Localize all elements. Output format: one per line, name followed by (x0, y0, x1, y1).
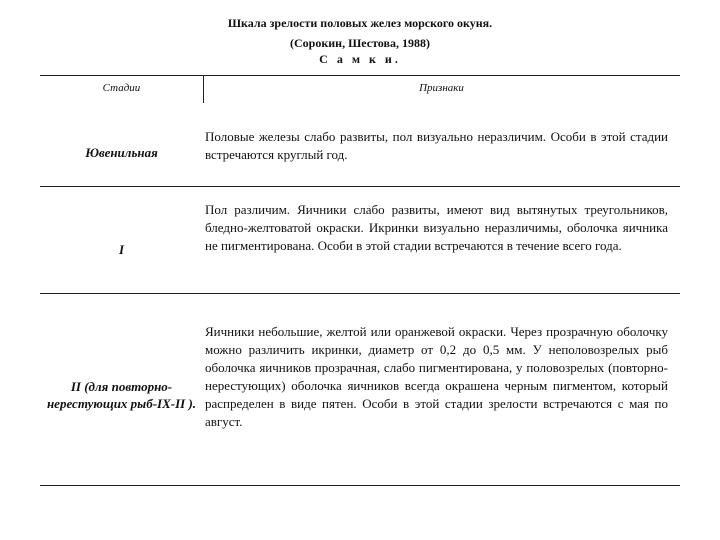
stage-1: I (118, 242, 125, 257)
table-bottom-border (40, 485, 680, 486)
row-divider-2 (40, 293, 680, 294)
document-subtitle-source: (Сорокин, Шестова, 1988) (290, 36, 430, 50)
header-signs: Признаки (419, 82, 464, 94)
header-stage: Стадии (102, 82, 141, 94)
table-top-border (40, 75, 680, 76)
document-title: Шкала зрелости половых желез морского окуня. (227, 16, 493, 30)
stage-2: II (для повторно-нерестующих рыб-IX-II ). (46, 379, 197, 411)
description-stage-2: Яичники небольшие, желтой или оранжевой окраски. Через прозрачную оболочку можно различить икринки, диаметр от 0,2 до 0,5 мм. У неполовозрелых рыб оболочка яичников прозрачная, слабо пигментирована, у половозрелых (повторно-нерестующих) оболочка яичников всегда окрашена черным пигментом, который распределен в виде пятен. Особи в этой стадии зрелости встречаются с мая по август. (205, 324, 668, 429)
document-subtitle-females: С а м к и. (319, 52, 401, 66)
description-juvenile: Половые железы слабо развиты, пол визуально неразличим. Особи в этой стадии встречаются круглый год. (205, 129, 668, 162)
description-stage-1: Пол различим. Яичники слабо развиты, имеют вид вытянутых треугольников, бледно-желтоватой окраски. Икринки визуально неразличимы, оболочка яичника не пигментирована. Особи в этой стадии встречаются в течение всего года. (205, 202, 668, 253)
row-divider-1 (40, 186, 680, 187)
stage-juvenile: Ювенильная (85, 145, 158, 160)
